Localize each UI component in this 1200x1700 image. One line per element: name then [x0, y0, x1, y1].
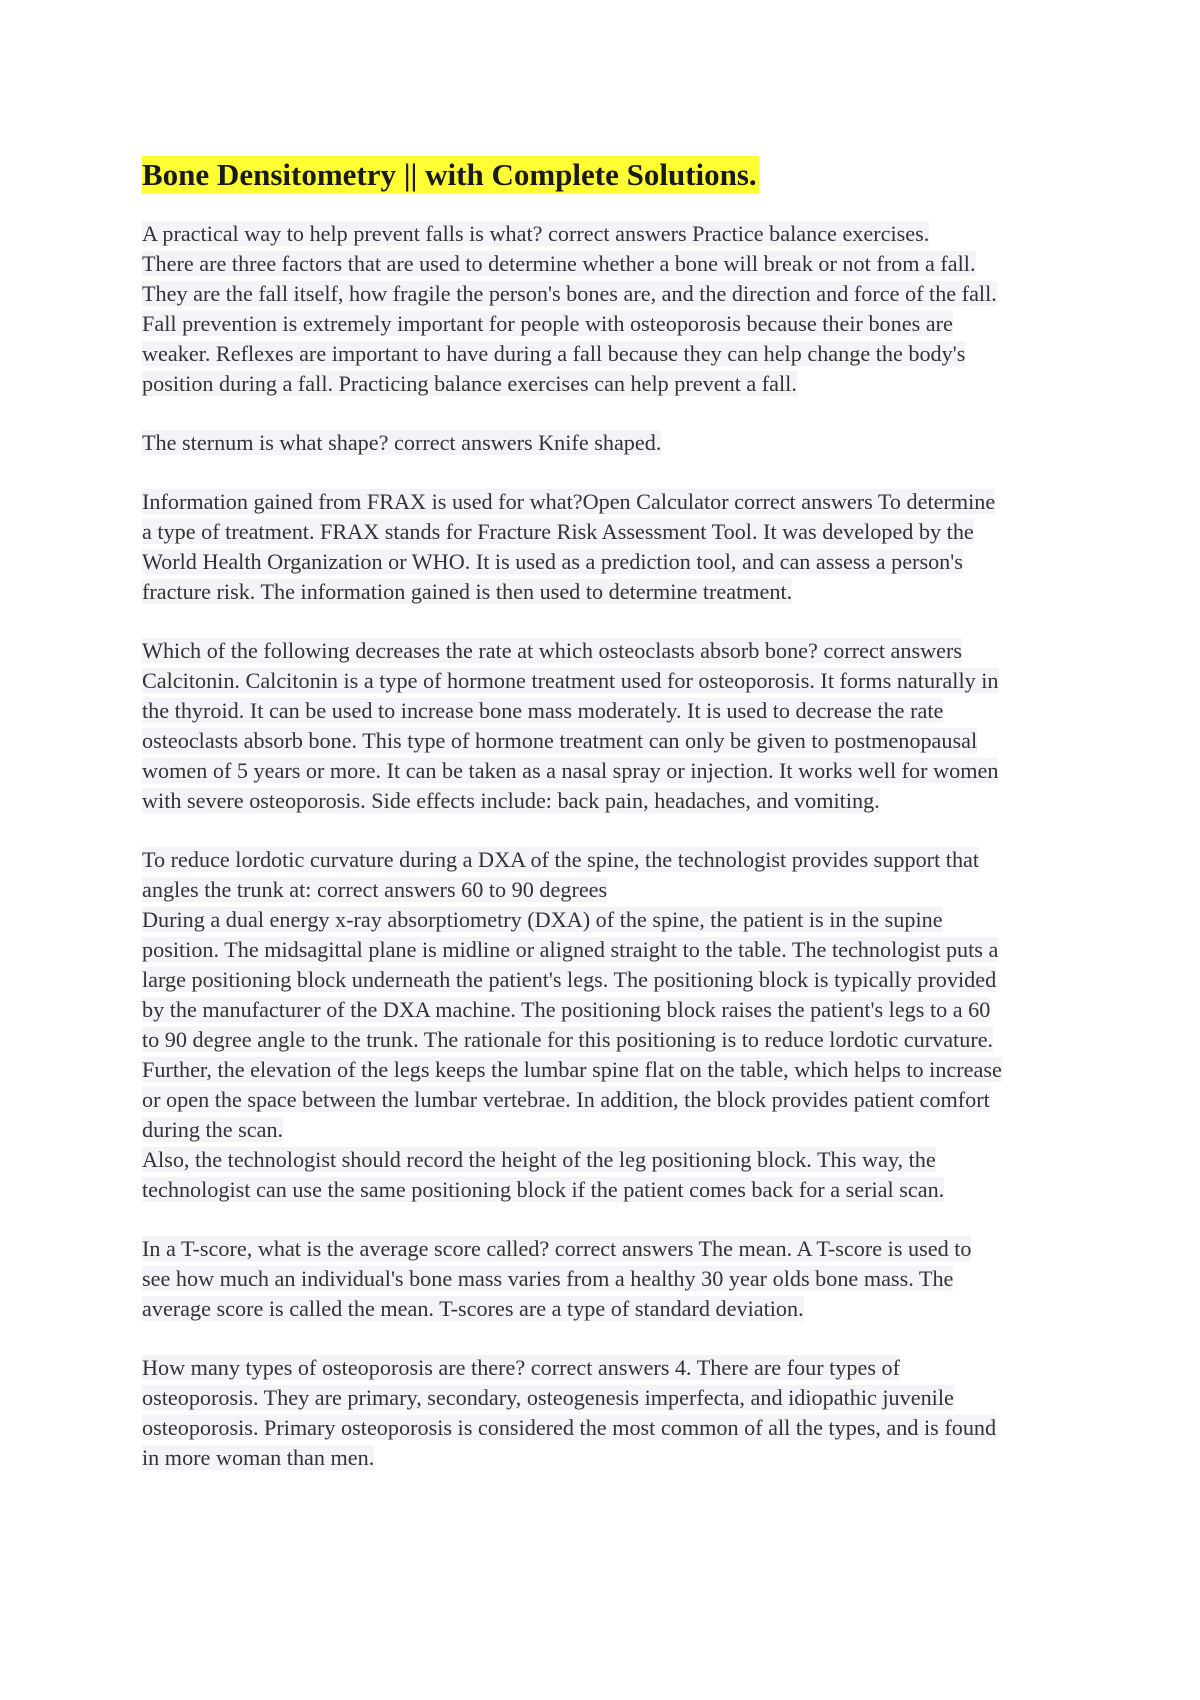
document-title: Bone Densitometry || with Complete Solutions.: [142, 157, 757, 192]
qa-text-line: [142, 726, 1072, 756]
qa-item: [142, 219, 1072, 399]
qa-text-line: [142, 636, 1072, 666]
qa-text: angles the trunk at: correct answers 60 to 90 degrees: [142, 877, 608, 902]
qa-text-line: [142, 1264, 1072, 1294]
qa-text-line: [142, 965, 1072, 995]
qa-text: by the manufacturer of the DXA machine. The positioning block raises the patient's legs to a 60: [142, 997, 991, 1022]
qa-text: or open the space between the lumbar vertebrae. In addition, the block provides patient comfort: [142, 1087, 990, 1112]
qa-text-line: [142, 786, 1072, 816]
qa-text: a type of treatment. FRAX stands for Fracture Risk Assessment Tool. It was developed by the: [142, 519, 974, 544]
qa-text-line: [142, 1055, 1072, 1085]
qa-text: There are three factors that are used to determine whether a bone will break or not from a fall.: [142, 251, 976, 276]
qa-text: position during a fall. Practicing balance exercises can help prevent a fall.: [142, 371, 797, 396]
qa-text: large positioning block underneath the patient's legs. The positioning block is typically provided: [142, 967, 997, 992]
qa-text: During a dual energy x-ray absorptiometry (DXA) of the spine, the patient is in the supine: [142, 907, 943, 932]
qa-text: Also, the technologist should record the height of the leg positioning block. This way, the: [142, 1147, 936, 1172]
qa-text-line: [142, 1234, 1072, 1264]
qa-text-line: [142, 309, 1072, 339]
qa-text: Calcitonin. Calcitonin is a type of hormone treatment used for osteoporosis. It forms naturally in: [142, 668, 999, 693]
qa-text: during the scan.: [142, 1117, 284, 1142]
qa-text-line: [142, 487, 1072, 517]
qa-text-line: [142, 1413, 1072, 1443]
qa-text-line: [142, 1175, 1072, 1205]
qa-text-line: [142, 279, 1072, 309]
qa-text: A practical way to help prevent falls is what? correct answers Practice balance exercises.: [142, 221, 930, 246]
qa-item: [142, 636, 1072, 816]
qa-text-line: [142, 875, 1072, 905]
qa-text-line: [142, 428, 1072, 458]
qa-text-line: [142, 1353, 1072, 1383]
qa-text-line: [142, 339, 1072, 369]
qa-text-line: [142, 666, 1072, 696]
qa-text-line: [142, 696, 1072, 726]
qa-text: technologist can use the same positioning block if the patient comes back for a serial scan.: [142, 1177, 945, 1202]
qa-text: Which of the following decreases the rate at which osteoclasts absorb bone? correct answers: [142, 638, 963, 663]
qa-text: osteoclasts absorb bone. This type of hormone treatment can only be given to postmenopausal: [142, 728, 978, 753]
qa-text: Information gained from FRAX is used for what?Open Calculator correct answers To determine: [142, 489, 996, 514]
qa-text: in more woman than men.: [142, 1445, 375, 1470]
qa-text: women of 5 years or more. It can be taken as a nasal spray or injection. It works well for women: [142, 758, 999, 783]
qa-text: osteoporosis. They are primary, secondary, osteogenesis imperfecta, and idiopathic juvenile: [142, 1385, 954, 1410]
qa-text-line: [142, 845, 1072, 875]
qa-item: [142, 487, 1072, 607]
qa-item: [142, 1353, 1072, 1473]
qa-text: In a T-score, what is the average score called? correct answers The mean. A T-score is used to: [142, 1236, 972, 1261]
qa-text: Further, the elevation of the legs keeps the lumbar spine flat on the table, which helps to increase: [142, 1057, 1002, 1082]
qa-text-line: [142, 1383, 1072, 1413]
qa-text: see how much an individual's bone mass varies from a healthy 30 year olds bone mass. The: [142, 1266, 954, 1291]
qa-list: [142, 219, 1072, 1473]
qa-text-line: [142, 995, 1072, 1025]
qa-text-line: [142, 249, 1072, 279]
qa-text: the thyroid. It can be used to increase bone mass moderately. It is used to decrease the rate: [142, 698, 944, 723]
qa-text-line: [142, 905, 1072, 935]
qa-text-line: [142, 369, 1072, 399]
qa-text-line: [142, 1085, 1072, 1115]
qa-text: position. The midsagittal plane is midline or aligned straight to the table. The technologist puts a: [142, 937, 999, 962]
qa-text: World Health Organization or WHO. It is used as a prediction tool, and can assess a person's: [142, 549, 963, 574]
qa-text-line: [142, 219, 1072, 249]
qa-text: How many types of osteoporosis are there? correct answers 4. There are four types of: [142, 1355, 901, 1380]
qa-text: average score is called the mean. T-scores are a type of standard deviation.: [142, 1296, 804, 1321]
qa-text-line: [142, 1145, 1072, 1175]
qa-text: They are the fall itself, how fragile the person's bones are, and the direction and force of the fall.: [142, 281, 997, 306]
qa-text-line: [142, 1115, 1072, 1145]
qa-item: [142, 1234, 1072, 1324]
qa-text-line: [142, 1025, 1072, 1055]
document-page: [142, 156, 1072, 1502]
qa-text: to 90 degree angle to the trunk. The rationale for this positioning is to reduce lordotic curvature.: [142, 1027, 994, 1052]
qa-item: [142, 845, 1072, 1205]
qa-text: weaker. Reflexes are important to have during a fall because they can help change the body's: [142, 341, 966, 366]
qa-text-line: [142, 935, 1072, 965]
qa-text-line: [142, 1443, 1072, 1473]
qa-text: with severe osteoporosis. Side effects include: back pain, headaches, and vomiting.: [142, 788, 880, 813]
qa-text: To reduce lordotic curvature during a DXA of the spine, the technologist provides support that: [142, 847, 980, 872]
qa-item: [142, 428, 1072, 458]
qa-text: The sternum is what shape? correct answers Knife shaped.: [142, 430, 662, 455]
qa-text: fracture risk. The information gained is then used to determine treatment.: [142, 579, 793, 604]
qa-text-line: [142, 517, 1072, 547]
qa-text-line: [142, 1294, 1072, 1324]
qa-text-line: [142, 577, 1072, 607]
qa-text: Fall prevention is extremely important for people with osteoporosis because their bones are: [142, 311, 953, 336]
qa-text-line: [142, 756, 1072, 786]
qa-text-line: [142, 547, 1072, 577]
qa-text: osteoporosis. Primary osteoporosis is considered the most common of all the types, and is found: [142, 1415, 997, 1440]
